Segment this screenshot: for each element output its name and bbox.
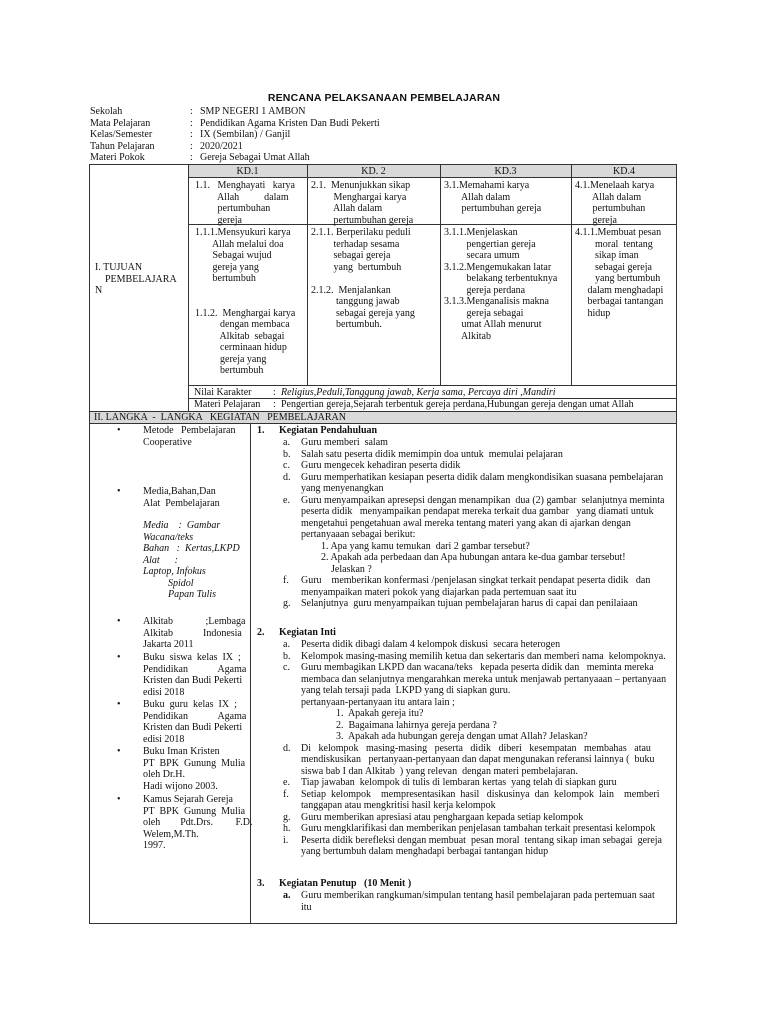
kegiatan-1-title: Kegiatan Pendahuluan bbox=[279, 425, 378, 436]
kegiatan-3-title: Kegiatan Penutup (10 Menit ) bbox=[279, 878, 412, 889]
sumber-text: Alkitab ;Lembaga Alkitab Indonesia Jakarta 2011 bbox=[143, 616, 246, 650]
list-item: g. Guru memberikan apresiasi atau penghargaan kepada setiap kelompok bbox=[283, 811, 584, 823]
list-item: b. Kelompok masing-masing memilih ketua dan sekertaris dan memberi nama kelompoknya. bbox=[283, 650, 666, 662]
info-label: Kelas/Semester bbox=[90, 129, 153, 141]
bullet-icon: • bbox=[117, 616, 121, 627]
list-item: a. Guru memberikan rangkuman/simpulan tentang hasil pembelajaran pada pertemuan saat itu bbox=[283, 890, 655, 913]
info-colon: : bbox=[190, 106, 193, 117]
col-divider-2 bbox=[440, 164, 441, 385]
kegiatan-3-number: 3. bbox=[257, 878, 265, 889]
kd2-competency: 2.1. Menunjukkan sikap Menghargai karya Allah dalam pertumbuhan gereja bbox=[311, 180, 414, 226]
materi-pelajaran-value: Pengertian gereja,Sejarah terbentuk gereja perdana,Hubungan gereja dengan umat Allah bbox=[281, 399, 634, 410]
info-colon: : bbox=[190, 129, 193, 141]
materi-pelajaran-label: Materi Pelajaran bbox=[194, 399, 261, 410]
kegiatan-1-list bbox=[283, 437, 673, 610]
list-item: g. Selanjutnya guru menyampaikan tujuan pembelajaran harus di capai dan penilaiaan bbox=[283, 598, 638, 609]
section2-title: II. LANGKA - LANGKA KEGIATAN PEMBELAJARAN bbox=[94, 412, 346, 423]
sumber-text: Buku siswa kelas IX ; Pendidikan Agama Kristen dan Budi Pekerti edisi 2018 bbox=[143, 652, 247, 698]
kegiatan-2-list bbox=[283, 639, 673, 858]
list-item: i. Peserta didik berefleksi dengan membuat pesan moral tentang sikap iman sebagai gereja yang bertumbuh dalam menghadapi berbagai tantangan hidup bbox=[283, 834, 662, 857]
kegiatan-2-title: Kegiatan Inti bbox=[279, 627, 336, 638]
list-item: a. Peserta didik dibagi dalam 4 kelompok diskusi secara heterogen bbox=[283, 639, 561, 650]
kd-header-1: KD.1 bbox=[236, 166, 259, 177]
document-title: RENCANA PELAKSANAAN PEMBELAJARAN bbox=[267, 92, 501, 104]
sumber-text: Buku guru kelas IX ; Pendidikan Agama Kristen dan Budi Pekerti edisi 2018 bbox=[143, 699, 247, 745]
kd3-indicators: 3.1.1.Menjelaskan pengertian gereja secara umum 3.1.2.Mengemukakan latar belakang terbentuknya gereja perdana 3.1.3.Menganalisis makna gereja sebagai umat Allah menurut Alkitab bbox=[444, 227, 558, 342]
list-item: d. Di kelompok masing-masing peserta didik diberi kesempatan membahas atau mendiskusikan pertanyaan-pertanyaan dan dapat mengunakan referansi lainnya ( buku siswa bab I dan Alkitab ) yang relevan dengan materi pembelajaran. bbox=[283, 742, 655, 777]
kd4-competency: 4.1.Menelaah karya Allah dalam pertumbuhan gereja bbox=[575, 180, 655, 226]
list-item: h. Guru mengklarifikasi dan memberikan penjelasan tambahan terkait presentasi kelompok bbox=[283, 823, 656, 834]
kd3-competency: 3.1.Memahami karya Allah dalam pertumbuhan gereja bbox=[444, 180, 542, 214]
bullet-sumber-2 bbox=[117, 652, 247, 698]
bullet-sumber-4 bbox=[117, 746, 246, 792]
media-detail: Media : Gambar Wacana/teks Bahan : Kertas,LKPD Alat : Laptop, Infokus Spidol Papan Tulis bbox=[143, 520, 240, 600]
list-item: e. Tiap jawaban kelompok di tulis di lembaran kertas yang telah di siapkan guru bbox=[283, 777, 617, 788]
bullet-icon: • bbox=[117, 486, 121, 497]
bullet-metode bbox=[117, 425, 243, 448]
list-item: e. Guru menyampaikan apresepsi dengan menampikan dua (2) gambar selanjutnya meminta peserta didik menyampaikan pendapat mereka terkait dua gambar yang diamati untuk mengetahui pengetahuan awal mereka tentang materi yang akan di ajarkan dengan pertanyaaan sebagai berikut: 1. Apa yang kamu temukan dari 2 gambar tersebut? 2. Apakah ada perbedaan dan Apa hubungan antara ke-dua gambar tersebut! Jelaskan ? bbox=[283, 494, 665, 575]
kd1-competency: 1.1. Menghayati karya Allah dalam pertumbuhan gereja bbox=[195, 180, 295, 226]
info-value: SMP NEGERI 1 AMBON bbox=[200, 106, 306, 117]
list-item: c. Guru membagikan LKPD dan wacana/teks kepada peserta didik dan meminta mereka membaca dan selanjutnya mengarahkan mereka untuk menjawab pertanyaaan – pertanyaan yang telah tersaji pada LKPD yang di siapkan guru. pertanyaan-pertanyaan itu antara lain ; 1. Apakah gereja itu? 2. Bagaimana lahirnya gereja perdana ? 3. Apakah ada hubungan gereja dengan umat Allah? Jelaskan? bbox=[283, 662, 667, 742]
info-colon: : bbox=[190, 152, 193, 164]
kegiatan-3-list bbox=[283, 890, 673, 913]
kd4-indicators: 4.1.1.Membuat pesan moral tentang sikap iman sebagai gereja yang bertumbuh dalam menghadapi berbagai tantangan hidup bbox=[575, 227, 664, 319]
info-label: Materi Pokok bbox=[90, 152, 145, 164]
bullet-icon: • bbox=[117, 699, 121, 710]
list-item: f. Setiap kelompok mempresentasikan hasil diskusinya dan kelompok lain memberi tanggapan atau mengkritisi hasil kerja kelompok bbox=[283, 788, 660, 811]
bullet-sumber-3 bbox=[117, 699, 247, 745]
bullet-icon: • bbox=[117, 746, 121, 757]
nilai-karakter-colon: : bbox=[273, 387, 276, 398]
nilai-karakter-divider bbox=[188, 385, 677, 386]
nilai-karakter-label: Nilai Karakter bbox=[194, 387, 252, 398]
kegiatan-1-number: 1. bbox=[257, 425, 265, 436]
sumber-text: Buku Iman Kristen PT BPK Gunung Mulia oleh Dr.H. Hadi wijono 2003. bbox=[143, 746, 246, 792]
info-value: Gereja Sebagai Umat Allah bbox=[200, 152, 310, 164]
list-item: b. Salah satu peserta didik memimpin doa untuk memulai pelajaran bbox=[283, 448, 563, 460]
langkah-col-divider bbox=[250, 423, 251, 923]
tujuan-label: I. TUJUAN PEMBELAJARA N bbox=[95, 262, 177, 296]
info-value: 2020/2021 bbox=[200, 140, 243, 152]
media-text: Media,Bahan,Dan Alat Pembelajaran bbox=[143, 486, 220, 509]
metode-text: Metode Pembelajaran Cooperative bbox=[143, 425, 236, 448]
info-value: Pendidikan Agama Kristen Dan Budi Pekerti bbox=[200, 117, 380, 129]
kd-header-3: KD.3 bbox=[494, 166, 517, 177]
kd-header-4: KD.4 bbox=[613, 166, 635, 177]
list-item: f. Guru memberikan konfermasi /penjelasan singkat terkait pendapat peserta didik dan menyampaikan materi pokok yang diajarkan pada pertemuan saat itu bbox=[283, 575, 651, 598]
info-label: Tahun Pelajaran bbox=[90, 140, 155, 152]
kegiatan-2-number: 2. bbox=[257, 627, 265, 638]
info-label: Mata Pelajaran bbox=[90, 117, 151, 129]
info-value: IX (Sembilan) / Ganjil bbox=[200, 129, 291, 141]
bullet-icon: • bbox=[117, 794, 121, 805]
kd1-indicators: 1.1.1.Mensyukuri karya Allah melalui doa Sebagai wujud gereja yang bertumbuh 1.1.2. Menghargai karya dengan membaca Alkitab sebagai cerminaan hidup gereja yang bertumbuh bbox=[195, 227, 296, 376]
kd2-indicators: 2.1.1. Berperilaku peduli terhadap sesama sebagai gereja yang bertumbuh 2.1.2. Menjalankan tanggung jawab sebagai gereja yang bertumbuh. bbox=[311, 227, 415, 330]
info-colon: : bbox=[190, 117, 193, 129]
bullet-media bbox=[117, 486, 243, 509]
list-item: c. Guru mengecek kehadiran peserta didik bbox=[283, 460, 461, 471]
nilai-karakter-value: Religius,Peduli,Tanggung jawab, Kerja sama, Percaya diri ,Mandiri bbox=[281, 387, 556, 398]
info-colon: : bbox=[190, 140, 193, 152]
bullet-sumber-1 bbox=[117, 616, 246, 651]
kd-header-2: KD. 2 bbox=[361, 166, 386, 177]
materi-pelajaran-colon: : bbox=[273, 399, 276, 410]
bullet-icon: • bbox=[117, 652, 121, 663]
list-item: d. Guru memperhatikan kesiapan peserta didik dalam mengkondisikan suasana pembelajaran yang menyenangkan bbox=[283, 471, 664, 494]
col-divider-3 bbox=[571, 164, 572, 385]
bullet-sumber-5 bbox=[117, 794, 253, 852]
col-divider-1 bbox=[307, 164, 308, 385]
list-item: a. Guru memberi salam bbox=[283, 437, 388, 448]
info-label: Sekolah bbox=[90, 106, 123, 117]
col-divider-0 bbox=[188, 164, 189, 412]
bullet-icon: • bbox=[117, 425, 121, 436]
sumber-text: Kamus Sejarah Gereja PT BPK Gunung Mulia oleh Pdt.Drs. F.D. Welem,M.Th. 1997. bbox=[143, 794, 253, 851]
